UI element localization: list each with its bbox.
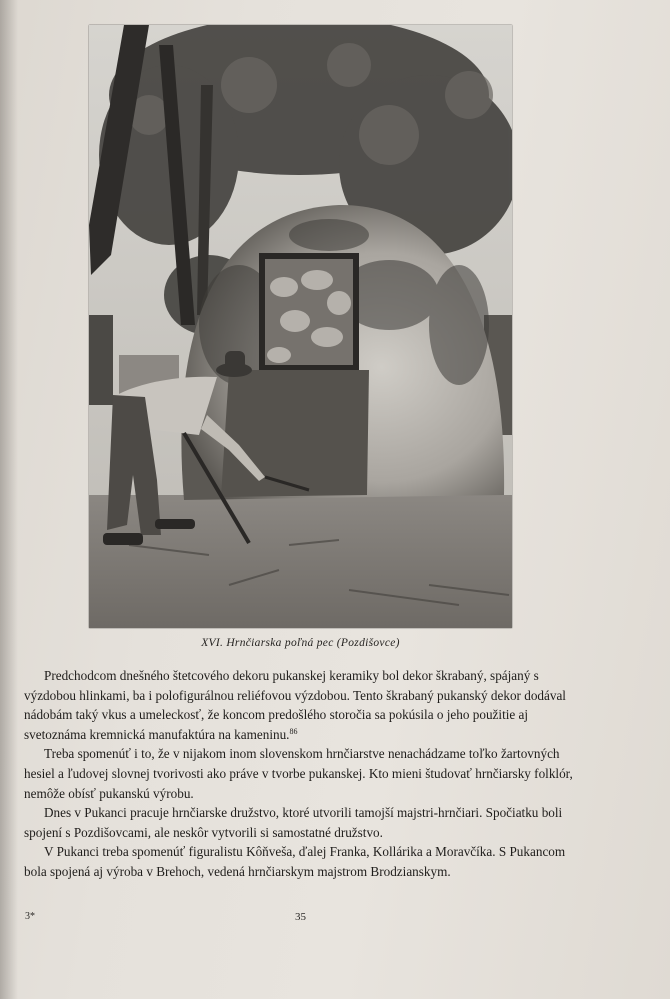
signature-mark: 3* — [25, 911, 35, 922]
footnote-ref: 86 — [289, 726, 298, 736]
paragraph-4: V Pukanci treba spomenúť figuralistu Kôňveša, ďalej Franka, Kollárika a Moravčíka. S Pukancom bola spojená aj výroba v Brehoch, vedená hrnčiarskym majstrom Brodzianskym. — [24, 844, 566, 879]
kiln-photograph — [89, 25, 512, 628]
paragraph-1 — [24, 666, 582, 744]
page-number: 35 — [295, 911, 306, 923]
page-gutter-shadow — [0, 0, 18, 999]
figure-caption: XVI. Hrnčiarska poľná pec (Pozdišovce) — [201, 637, 400, 649]
body-text — [24, 666, 582, 882]
paragraph-2: Treba spomenúť i to, že v nijakom inom slovenskom hrnčiarstve nenachádzame toľko žartovných hesiel a ľudovej slovnej tvorivosti ako práve v tvorbe pukanskej. Kto mieni študovať hrnčiarsky folklór, nemôže obísť pukanskú výrobu. — [24, 746, 573, 801]
paragraph-3: Dnes v Pukanci pracuje hrnčiarske družstvo, ktoré utvorili tamojší majstri-hrnčiari. Spočiatku boli spojení s Pozdišovcami, ale neskôr vytvorili si samostatné družstvo. — [24, 805, 563, 840]
paragraph-1-text: Predchodcom dnešného štetcového dekoru pukanskej keramiky bol dekor škrabaný, spájaný s výzdobou hlinkami, ba i polofigurálnou reliéfovou výzdobou. Tento škrabaný pukanský dekor dodával nádobám taký vkus a umeleckosť, že koncom predošlého storočia sa pokúsila o jeho použitie aj svetoznáma kremnická manufaktúra na kameninu. — [24, 668, 566, 742]
